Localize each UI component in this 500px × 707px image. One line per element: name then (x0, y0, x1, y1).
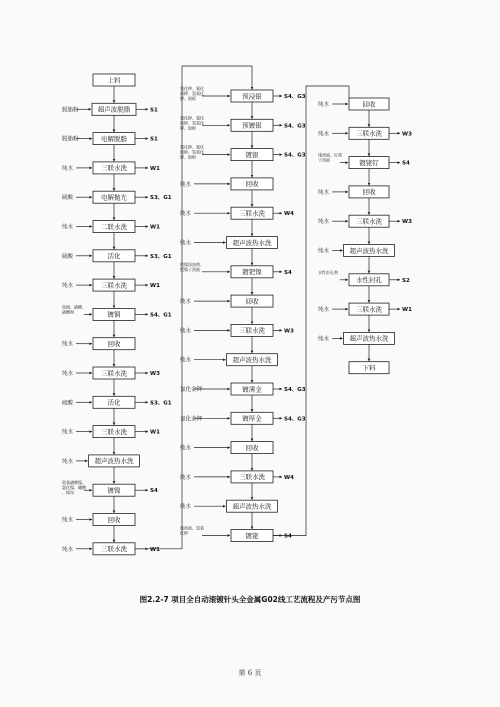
process-step-label: 下料 (362, 364, 376, 372)
process-step-label: 超声波热水洗 (94, 457, 134, 466)
input-material-label: 水性封孔剂 (318, 269, 338, 275)
input-material-label: 纯水 (318, 336, 330, 343)
process-step-label: 电解脱脂 (101, 134, 127, 143)
input-material-label: 纯水 (62, 458, 74, 465)
process-step-label: 电解抛光 (101, 193, 127, 202)
process-step-label: 镀钯镍 (242, 268, 262, 277)
process-step-label: 三联水洗 (239, 209, 265, 218)
input-material-label: 纯水 (318, 307, 330, 314)
input-material-label: 硫酸 (62, 195, 74, 202)
input-material-label: 铑溶液、钌离子溶液 (318, 152, 342, 163)
pollutant-output-label: S4 (402, 160, 410, 167)
input-material-label: 纯水 (62, 371, 74, 377)
input-material-label: 氰化金钾 (180, 416, 203, 423)
pollutant-output-label: S1 (150, 107, 158, 114)
process-step-label: 超声波热水洗 (349, 246, 389, 255)
process-step-label: 三联水洗 (239, 326, 265, 335)
process-step-label: 回收 (107, 515, 121, 524)
input-material-label: 纯水 (62, 165, 74, 172)
input-material-label: 纯水 (62, 429, 74, 436)
process-step-label: 回收 (245, 180, 259, 189)
process-step-label: 超声波热水洗 (232, 238, 272, 247)
pollutant-output-label: S4 (284, 269, 292, 276)
input-material-label: 氰化钾、氰化银钾、氢氧化钾、银板 (180, 144, 204, 160)
input-material-label: 纯水 (180, 328, 192, 335)
pollutant-output-label: W3 (402, 219, 412, 226)
process-step-label: 镀镍 (107, 486, 121, 495)
input-material-label: 纯水 (62, 283, 74, 290)
process-step-label: 镀薄金 (242, 385, 262, 394)
process-step-label: 回收 (362, 100, 376, 109)
input-material-label: 纯水 (180, 181, 192, 188)
input-material-label: 纯水 (180, 357, 192, 364)
input-material-label: 纯水 (180, 240, 192, 247)
pollutant-output-label: W1 (150, 546, 160, 553)
input-material-label: 脱脂粉 (62, 107, 79, 114)
process-step-label: 超声波热水洗 (232, 356, 272, 364)
input-material-label: 纯水 (180, 299, 192, 306)
process-step-label: 回收 (362, 188, 376, 197)
input-material-label: 氰化金钾 (180, 387, 203, 393)
process-step-label: 三联水洗 (101, 369, 127, 378)
pollutant-output-label: W1 (402, 307, 412, 314)
process-step-label: 镀铑 (245, 531, 259, 540)
process-step-label: 水性封孔 (356, 276, 382, 285)
process-step-label: 镀厚金 (242, 414, 262, 423)
process-step-label: 三联水洗 (101, 164, 127, 173)
pollutant-output-label: W3 (150, 371, 160, 377)
pollutant-output-label: W1 (150, 224, 160, 231)
process-step-label: 上料 (107, 76, 121, 85)
input-material-label: 硫酸 (62, 400, 74, 407)
process-step-label: 预浸银 (242, 92, 262, 101)
pollutant-output-label: S4 (150, 488, 158, 495)
page-number: 第 6 页 (238, 669, 262, 677)
process-step-label: 回收 (107, 340, 121, 348)
input-material-label: 氰化钾、氰化银钾、氢氧化钾、银板 (180, 115, 204, 131)
process-step-label: 超声波热水洗 (232, 502, 272, 511)
input-material-label: 纯水 (180, 474, 192, 481)
input-material-label: 纯水 (318, 102, 330, 108)
pollutant-output-label: S2 (402, 277, 410, 284)
input-material-label: 纯水 (180, 504, 192, 511)
process-step-label: 三联水洗 (356, 129, 382, 138)
pollutant-output-label: W1 (150, 283, 160, 290)
input-material-label: 纯水 (62, 224, 74, 231)
input-material-label: 硫酸 (62, 253, 74, 260)
input-material-label: 纯水 (318, 189, 330, 196)
process-step-label: 三联水洗 (101, 281, 127, 290)
input-material-label: 铑溶液、氢氧化钾 (180, 525, 204, 536)
input-material-label: 氰化钾、氰化银钾、氢氧化钾、银板 (180, 86, 204, 101)
input-material-label: 纯水 (180, 445, 192, 452)
process-step-label: 三联水洗 (101, 427, 127, 436)
input-material-label: 纯水 (62, 517, 74, 524)
process-step-label: 三联水洗 (101, 545, 127, 554)
pollutant-output-label: S4 (284, 533, 292, 540)
input-material-label: 氨基磺酸镍、氯化镍、硼酸、镍角 (62, 480, 86, 496)
input-material-label: 纯水 (318, 131, 330, 138)
process-step-label: 镀铑钌 (359, 158, 379, 167)
process-step-label: 活化 (107, 252, 121, 261)
pollutant-output-label: W1 (150, 165, 160, 172)
figure-caption: 图2.2-7 项目全自动滚镀针头全金属G02线工艺流程及产污节点图 (139, 595, 361, 604)
input-material-label: 钯镍添加剂、钯镍子溶液 (180, 261, 204, 272)
pollutant-output-label: S3、G1 (150, 195, 172, 202)
input-material-label: 纯水 (180, 211, 192, 218)
process-step-label: 超声波脱脂 (97, 105, 131, 114)
pollutant-output-label: S4、G3 (284, 387, 306, 393)
pollutant-output-label: W3 (284, 328, 294, 335)
process-step-label: 活化 (107, 398, 121, 407)
process-step-label: 镀银 (245, 150, 259, 159)
input-material-label: 纯水 (318, 219, 330, 226)
pollutant-output-label: S1 (150, 136, 158, 143)
input-material-label: 纯水 (62, 546, 74, 553)
input-material-label: 纯水 (62, 341, 74, 348)
process-step-label: 回收 (245, 443, 259, 452)
process-step-label: 预镀银 (242, 121, 262, 130)
process-step-label: 二联水洗 (101, 222, 127, 231)
pollutant-output-label: S4、G3 (284, 123, 306, 130)
process-step-label: 超声波热水洗 (349, 334, 389, 343)
pollutant-output-label: S4、G3 (284, 152, 306, 159)
pollutant-output-label: S4、G3 (284, 416, 306, 423)
pollutant-output-label: W1 (150, 429, 160, 436)
pollutant-output-label: W4 (284, 474, 294, 481)
process-step-label: 回收 (245, 297, 259, 306)
process-step-label: 三联水洗 (356, 305, 382, 314)
process-step-label: 三联水洗 (356, 217, 382, 226)
input-material-label: 纯水 (318, 248, 330, 255)
pollutant-output-label: S3、G1 (150, 253, 172, 260)
pollutant-output-label: W4 (284, 211, 294, 218)
pollutant-output-label: S4、G1 (150, 312, 172, 319)
pollutant-output-label: S4、G3 (284, 94, 306, 100)
input-material-label: 焦铜、硫酸、硫酸铜 (62, 304, 86, 315)
pollutant-output-label: S3、G1 (150, 400, 172, 407)
input-material-label: 脱脂粉 (62, 136, 79, 143)
process-step-label: 镀铜 (107, 310, 121, 319)
process-step-label: 三联水洗 (239, 473, 265, 482)
pollutant-output-label: W3 (402, 131, 412, 138)
